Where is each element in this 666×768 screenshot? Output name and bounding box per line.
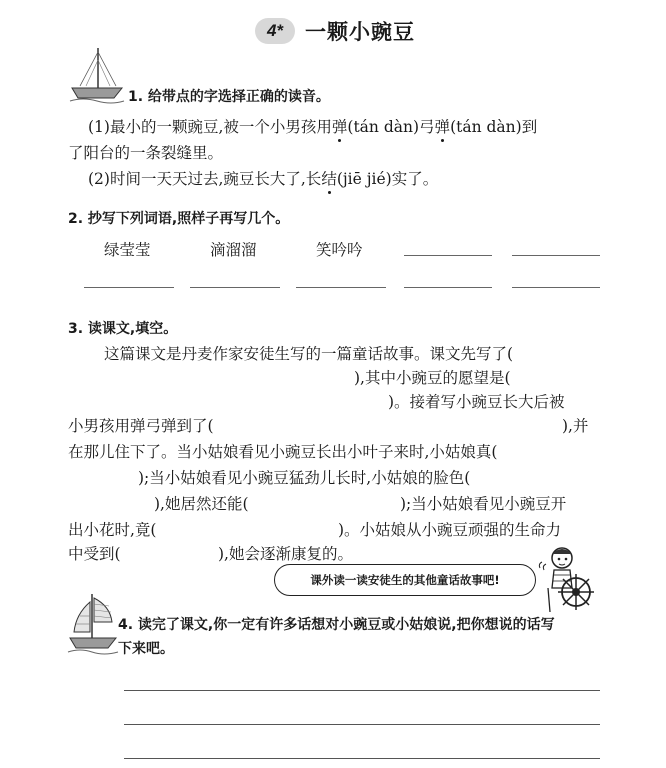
lesson-title-bar	[255, 14, 415, 48]
boy-ship-wheel-icon	[536, 544, 606, 616]
sailboat-icon	[68, 46, 126, 104]
answer-line[interactable]	[404, 287, 492, 288]
answer-line[interactable]	[296, 287, 386, 288]
q3-text-line: ),其中小豌豆的愿望是(	[354, 369, 511, 387]
answer-line[interactable]	[404, 255, 492, 256]
q3-text-line: ),她会逐渐康复的。	[218, 545, 353, 563]
q3-text-line: 出小花时,竟(	[68, 521, 157, 539]
q3-text-line: 小男孩用弹弓弹到了(	[68, 417, 214, 435]
reading-tip-bubble: 课外读一读安徒生的其他童话故事吧!	[274, 564, 536, 596]
q3-text-line: ),并	[562, 417, 589, 435]
q3-text-line: 这篇课文是丹麦作家安徒生写的一篇童话故事。课文先写了(	[104, 345, 514, 363]
q3-text-line: ),她居然还能(	[154, 495, 249, 513]
q3-text-line: );当小姑娘看见小豌豆开	[400, 495, 567, 513]
q4-heading-line-1: 4. 读完了课文,你一定有许多话想对小豌豆或小姑娘说,把你想说的话写	[118, 617, 555, 633]
q2-word-1: 绿莹莹	[104, 241, 151, 259]
answer-line[interactable]	[84, 287, 174, 288]
sailboat-icon	[66, 592, 120, 656]
q3-text-line: )。接着写小豌豆长大后被	[388, 393, 565, 411]
lesson-title: 一颗小豌豆	[305, 20, 415, 44]
q1-line-1: (1)最小的一颗豌豆,被一个小男孩用弹(tán dàn)弓弹(tán dàn)到	[88, 115, 537, 137]
q3-heading: 3. 读课文,填空。	[68, 321, 178, 337]
answer-line[interactable]	[512, 255, 600, 256]
writing-line[interactable]	[124, 690, 600, 691]
q2-word-3: 笑吟吟	[316, 241, 363, 259]
q3-text-line: )。小姑娘从小豌豆顽强的生命力	[338, 521, 562, 539]
q1-heading: 1. 给带点的字选择正确的读音。	[128, 89, 330, 105]
q3-text-line: 在那儿住下了。当小姑娘看见小豌豆长出小叶子来时,小姑娘真(	[68, 443, 498, 461]
writing-line[interactable]	[124, 724, 600, 725]
lesson-number-badge: 4*	[255, 18, 295, 44]
q2-word-2: 滴溜溜	[210, 241, 257, 259]
q1-line-3: (2)时间一天天过去,豌豆长大了,长结(jiē jié)实了。	[88, 167, 438, 189]
q3-text-line: );当小姑娘看见小豌豆猛劲儿长时,小姑娘的脸色(	[138, 469, 471, 487]
answer-line[interactable]	[190, 287, 280, 288]
q4-heading-line-2: 下来吧。	[118, 641, 174, 657]
writing-line[interactable]	[124, 758, 600, 759]
q2-heading: 2. 抄写下列词语,照样子再写几个。	[68, 211, 290, 227]
answer-line[interactable]	[512, 287, 600, 288]
q3-text-line: 中受到(	[68, 545, 121, 563]
q1-line-2: 了阳台的一条裂缝里。	[68, 144, 224, 162]
